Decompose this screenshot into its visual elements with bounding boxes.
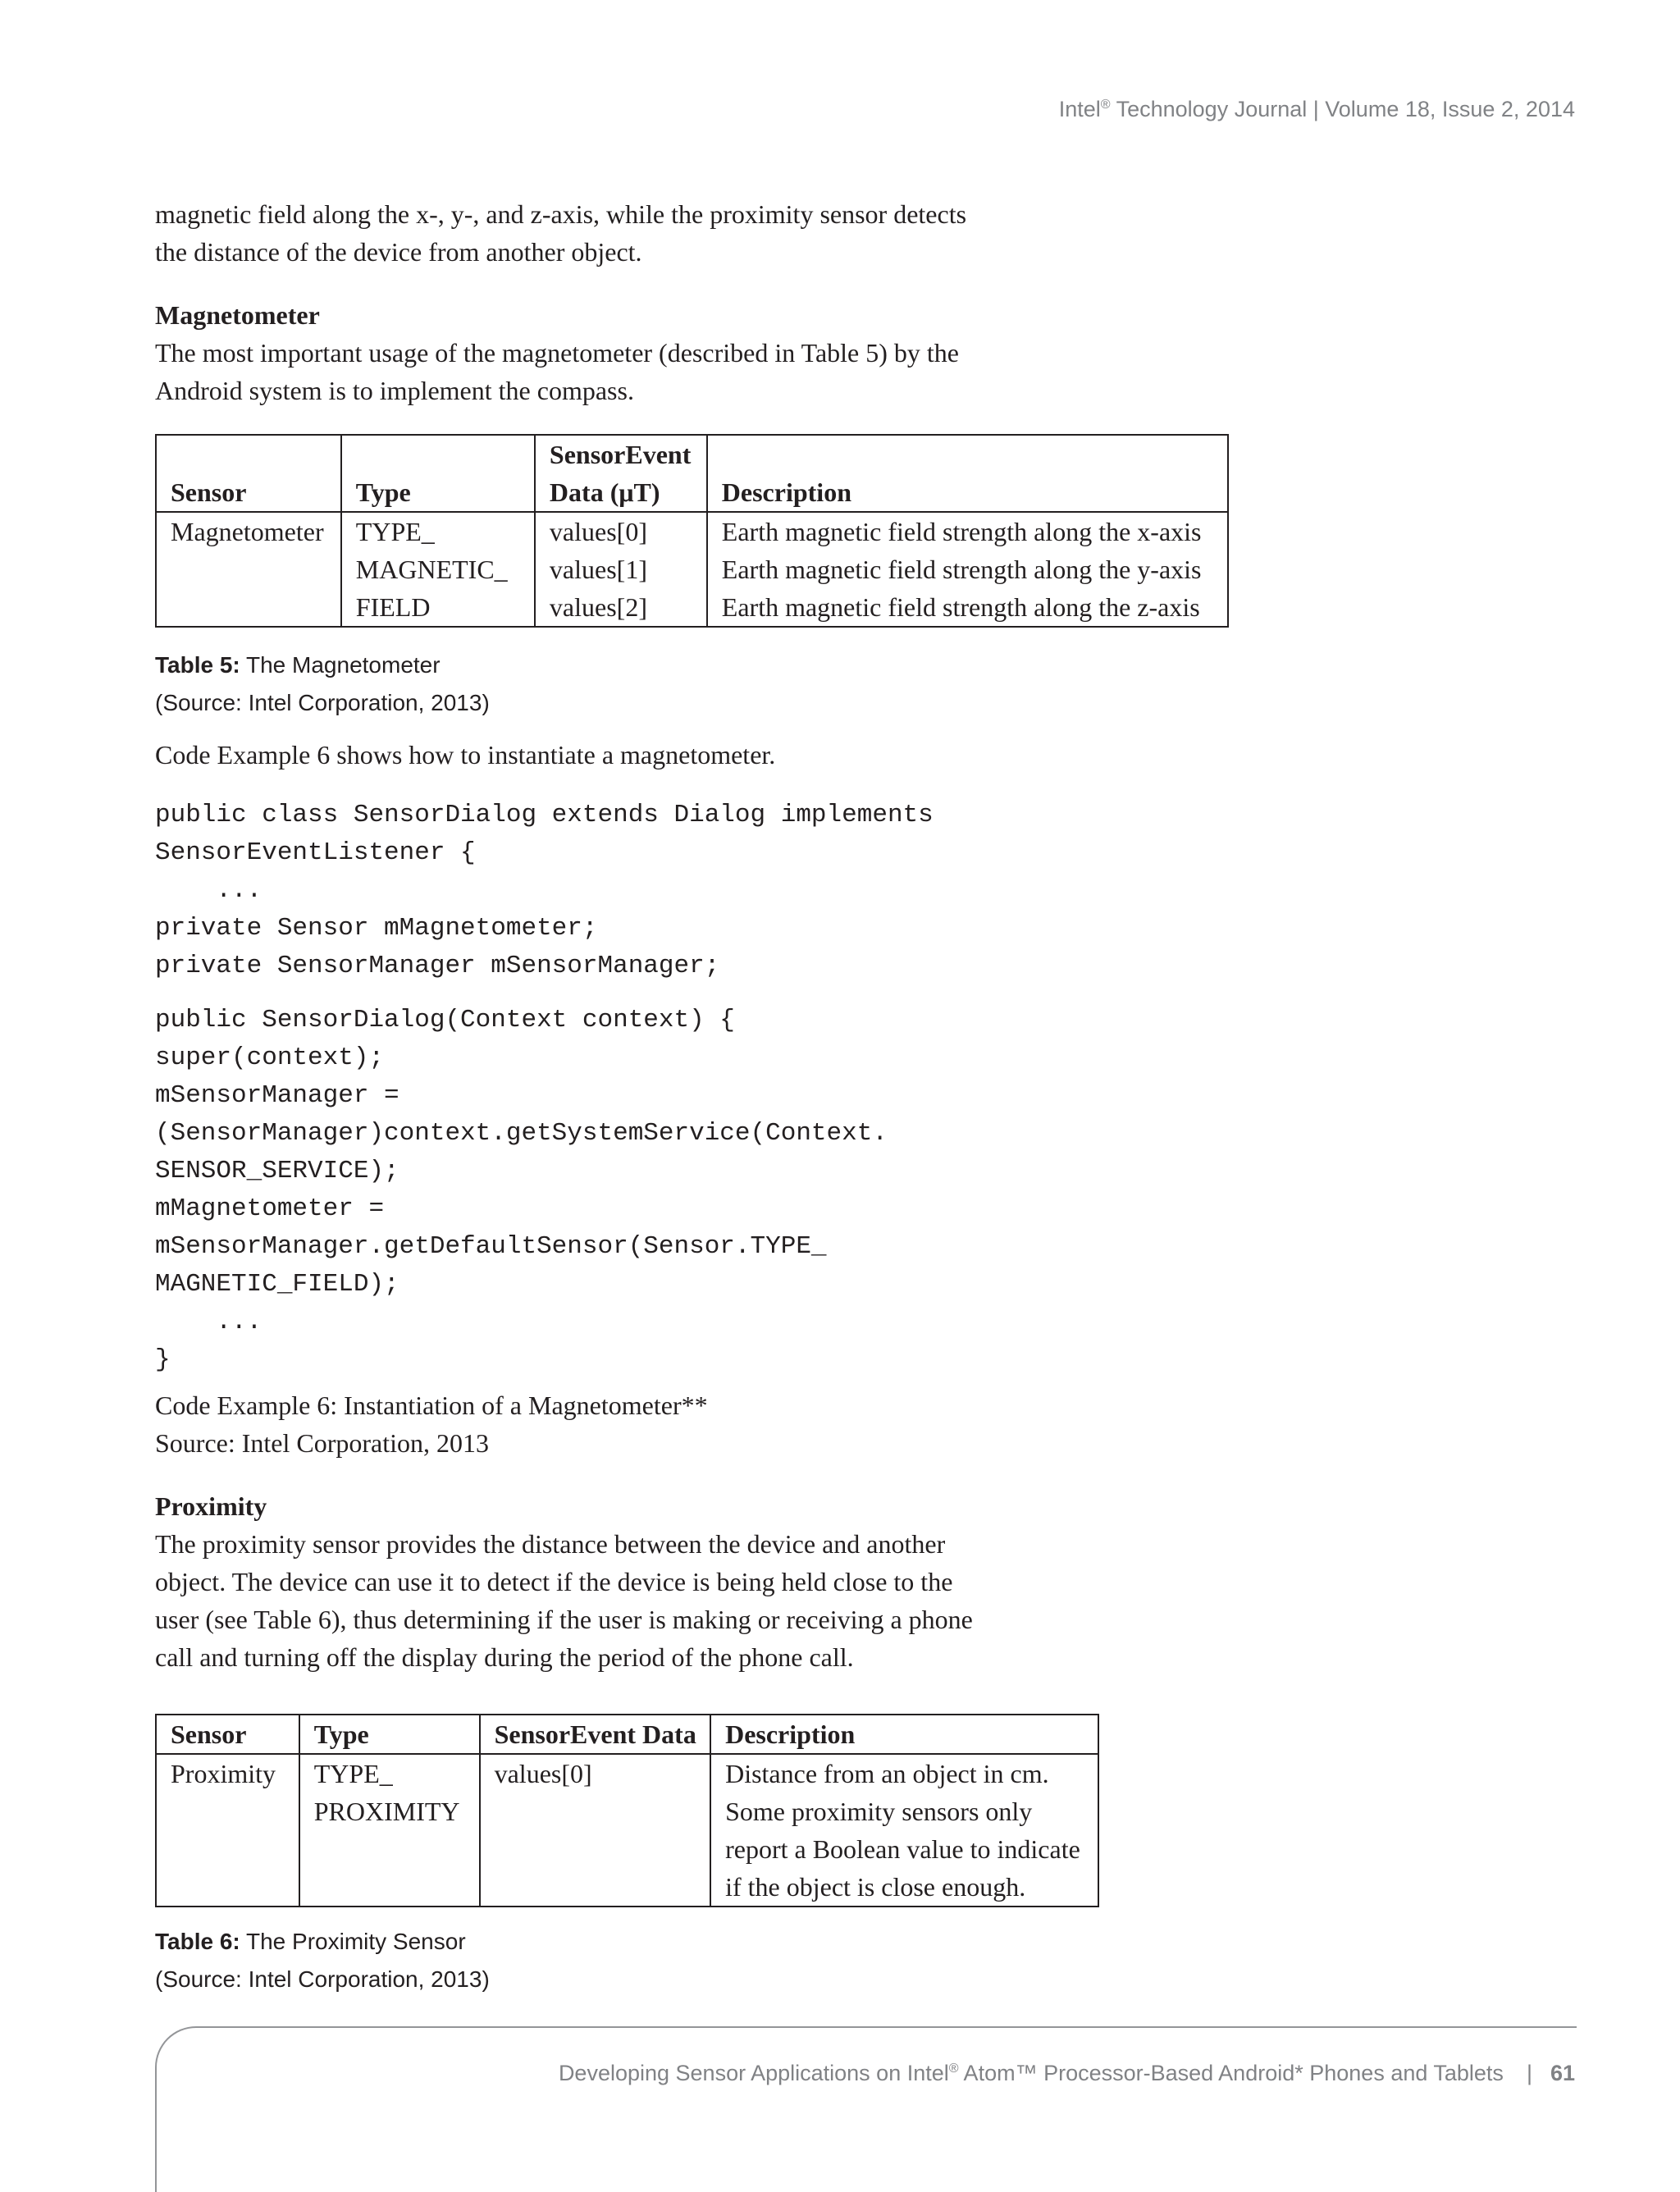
table5-caption xyxy=(155,646,490,722)
journal-volume: Technology Journal | Volume 18, Issue 2, 2014 xyxy=(1110,97,1575,121)
cell-description xyxy=(710,1754,1098,1907)
header-description: Description xyxy=(710,1715,1098,1754)
caption-source: (Source: Intel Corporation, 2013) xyxy=(155,690,490,715)
code-line: super(context); xyxy=(155,1043,385,1072)
header-sensor: Sensor xyxy=(156,1715,299,1754)
header-line: SensorEvent xyxy=(549,440,692,469)
running-header xyxy=(1059,97,1575,122)
code-intro: Code Example 6 shows how to instantiate a magnetometer. xyxy=(155,740,776,769)
journal-name: Intel xyxy=(1058,97,1101,121)
code-line: MAGNETIC_FIELD); xyxy=(155,1270,399,1299)
cell-line: FIELD xyxy=(355,592,431,622)
cell-line: TYPE_ xyxy=(313,1759,393,1788)
cell-line: PROXIMITY xyxy=(313,1797,460,1826)
registered-mark: ® xyxy=(1100,98,1111,112)
code-line: (SensorManager)context.getSystemService(Context. xyxy=(155,1119,888,1148)
proximity-paragraph xyxy=(155,1525,1025,1676)
code-line: SensorEventListener { xyxy=(155,838,476,867)
table-header-row xyxy=(156,1715,1098,1754)
code-line: mMagnetometer = xyxy=(155,1194,385,1223)
intro-paragraph xyxy=(155,195,1025,271)
paragraph-line: object. The device can use it to detect if the device is being held close to the xyxy=(155,1567,953,1596)
footer-frame xyxy=(155,2026,1577,2192)
footer-separator: | xyxy=(1526,2061,1532,2085)
caption-title: The Magnetometer xyxy=(240,652,441,678)
header-type: Type xyxy=(341,435,535,512)
cell-type xyxy=(299,1754,480,1907)
cell-line: MAGNETIC_ xyxy=(355,555,508,584)
paragraph-line: call and turning off the display during the period of the phone call. xyxy=(155,1642,854,1672)
code-line: } xyxy=(155,1345,171,1374)
header-sensor-event-data xyxy=(535,435,707,512)
caption-title: The Proximity Sensor xyxy=(240,1929,466,1954)
table6-caption xyxy=(155,1923,490,1998)
cell-sensor: Magnetometer xyxy=(156,512,341,627)
cell-data: values[0] xyxy=(480,1754,710,1907)
footer-title-start: Developing Sensor Applications on Intel xyxy=(558,2061,949,2085)
paragraph-line: Android system is to implement the compass. xyxy=(155,376,634,405)
table-row xyxy=(156,1754,1098,1907)
table-header-row xyxy=(156,435,1228,512)
cell-line: values[1] xyxy=(549,555,647,584)
cell-line: Earth magnetic field strength along the y-axis xyxy=(721,555,1202,584)
code-line: public class SensorDialog extends Dialog implements xyxy=(155,801,934,829)
caption-source: (Source: Intel Corporation, 2013) xyxy=(155,1966,490,1992)
paragraph-line: The most important usage of the magnetometer (described in Table 5) by the xyxy=(155,338,959,368)
caption-label: Table 6: xyxy=(155,1929,240,1954)
code-caption xyxy=(155,1386,1025,1462)
code-line: mSensorManager.getDefaultSensor(Sensor.TYPE_ xyxy=(155,1232,827,1261)
header-sensor: Sensor xyxy=(156,435,341,512)
footer-title-end: Atom™ Processor-Based Android* Phones and Tablets xyxy=(958,2061,1504,2085)
code-caption-source: Source: Intel Corporation, 2013 xyxy=(155,1428,490,1458)
code-line: private SensorManager mSensorManager; xyxy=(155,952,720,980)
header-line: Data (μT) xyxy=(549,477,660,507)
cell-type xyxy=(341,512,535,627)
paragraph-line: magnetic field along the x-, y-, and z-axis, while the proximity sensor detects xyxy=(155,199,967,229)
cell-line: report a Boolean value to indicate xyxy=(725,1834,1080,1864)
cell-line: Some proximity sensors only xyxy=(725,1797,1033,1826)
cell-data xyxy=(535,512,707,627)
paragraph-line: the distance of the device from another object. xyxy=(155,237,642,267)
code-line: public SensorDialog(Context context) { xyxy=(155,1006,735,1034)
code-line: private Sensor mMagnetometer; xyxy=(155,914,598,943)
registered-mark: ® xyxy=(948,2062,959,2076)
paragraph-line: The proximity sensor provides the distance between the device and another xyxy=(155,1529,946,1559)
table-row xyxy=(156,512,1228,627)
cell-line: if the object is close enough. xyxy=(725,1872,1026,1902)
magnetometer-table xyxy=(155,434,1229,628)
magnetometer-heading: Magnetometer xyxy=(155,300,320,330)
cell-line: TYPE_ xyxy=(355,517,435,546)
proximity-heading: Proximity xyxy=(155,1491,267,1521)
proximity-table xyxy=(155,1714,1099,1907)
cell-line: values[0] xyxy=(549,517,647,546)
header-type: Type xyxy=(299,1715,480,1754)
running-footer xyxy=(559,2061,1575,2086)
caption-label: Table 5: xyxy=(155,652,240,678)
header-description: Description xyxy=(707,435,1228,512)
cell-line: Earth magnetic field strength along the x-axis xyxy=(721,517,1202,546)
cell-line: values[2] xyxy=(549,592,647,622)
code-gap xyxy=(155,985,934,1002)
magnetometer-paragraph xyxy=(155,334,1025,409)
cell-line: Distance from an object in cm. xyxy=(725,1759,1049,1788)
code-line: mSensorManager = xyxy=(155,1081,399,1110)
code-line: ... xyxy=(155,1308,262,1336)
page-number: 61 xyxy=(1550,2061,1575,2085)
cell-sensor: Proximity xyxy=(156,1754,299,1907)
code-line: SENSOR_SERVICE); xyxy=(155,1157,399,1185)
code-caption-title: Code Example 6: Instantiation of a Magnetometer** xyxy=(155,1391,708,1420)
code-block xyxy=(155,797,934,1379)
paragraph-line: user (see Table 6), thus determining if the user is making or receiving a phone xyxy=(155,1605,973,1634)
cell-line: Earth magnetic field strength along the z-axis xyxy=(721,592,1200,622)
cell-description xyxy=(707,512,1228,627)
code-line: ... xyxy=(155,876,262,905)
header-sensor-event-data: SensorEvent Data xyxy=(480,1715,710,1754)
